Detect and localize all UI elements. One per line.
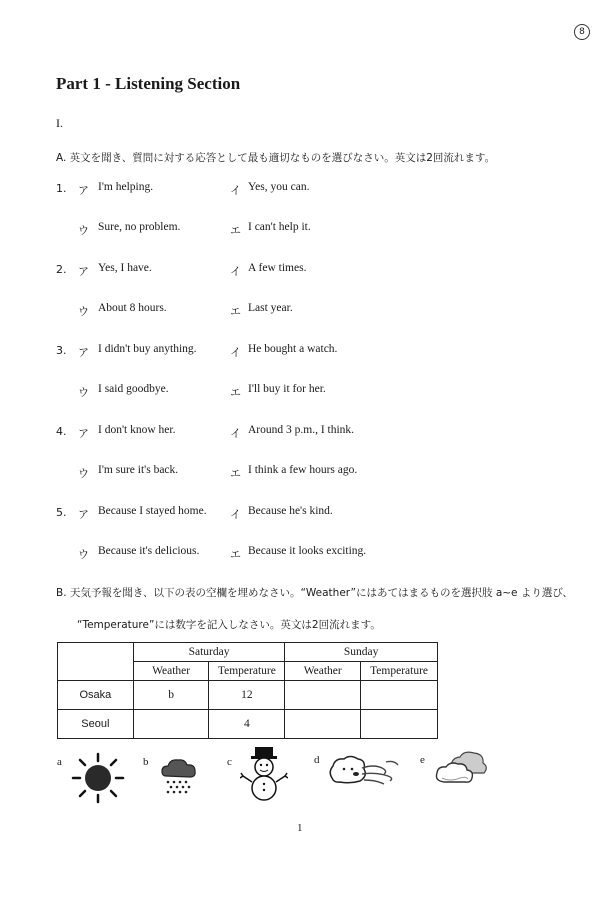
choice-letter: c [227, 756, 232, 768]
option-text: I don't know her. [98, 424, 176, 436]
option-marker: ア [78, 184, 89, 197]
part-a-instruction: A. 英文を聞き、質問に対する応答として最も適切なものを選びなさい。英文は2回流れます。 [56, 152, 496, 164]
weather-table [57, 642, 438, 739]
sun-icon [70, 752, 126, 804]
option-marker: エ [230, 305, 241, 318]
option-marker: エ [230, 467, 241, 480]
option-text: I didn't buy anything. [98, 343, 197, 355]
option-marker: ウ [78, 467, 89, 480]
option-text: Yes, you can. [248, 181, 310, 193]
question-number: 2. [56, 263, 67, 276]
choice-letter: e [420, 754, 425, 766]
answer-cell: 12 [209, 681, 285, 710]
option-text: I think a few hours ago. [248, 464, 358, 476]
answer-cell [361, 710, 438, 739]
option-text: About 8 hours. [98, 302, 167, 314]
column-header: Temperature [209, 662, 285, 681]
option-marker: ア [78, 346, 89, 359]
option-marker: エ [230, 548, 241, 561]
page-mark: 8 [574, 24, 590, 40]
snowman-icon [240, 746, 288, 802]
option-text: I'll buy it for her. [248, 383, 326, 395]
day-header: Sunday [285, 643, 438, 662]
option-text: A few times. [248, 262, 307, 274]
option-marker: エ [230, 224, 241, 237]
choice-letter: b [143, 756, 149, 768]
day-header: Saturday [133, 643, 285, 662]
table-row [58, 681, 438, 710]
option-text: Sure, no problem. [98, 221, 181, 233]
option-marker: イ [230, 265, 241, 278]
page-title: Part 1 - Listening Section [56, 74, 241, 93]
part-b-instruction: B. 天気予報を聞き、以下の表の空欄を埋めなさい。“Weather”にはあてはまるものを選択肢 a~e より選び、 [56, 587, 573, 599]
choice-letter: d [314, 754, 320, 766]
question-number: 1. [56, 182, 67, 195]
option-marker: ウ [78, 548, 89, 561]
column-header: Temperature [361, 662, 438, 681]
answer-cell [285, 681, 361, 710]
answer-cell [361, 681, 438, 710]
option-marker: ウ [78, 224, 89, 237]
option-text: Last year. [248, 302, 293, 314]
city-cell: Seoul [58, 710, 134, 739]
option-marker: イ [230, 346, 241, 359]
column-header: Weather [285, 662, 361, 681]
part-b-instruction-line2: “Temperature”には数字を記入しなさい。英文は2回流れます。 [77, 619, 381, 631]
table-row [58, 710, 438, 739]
option-text: Because it looks exciting. [248, 545, 367, 557]
cloudy-icon [434, 748, 490, 788]
question-number: 4. [56, 425, 67, 438]
question-number: 5. [56, 506, 67, 519]
corner-cell [58, 643, 134, 681]
section-number: I. [56, 116, 63, 130]
option-marker: イ [230, 427, 241, 440]
answer-cell [133, 710, 209, 739]
option-text: Because I stayed home. [98, 505, 207, 517]
rain-cloud-icon [158, 756, 200, 798]
option-marker: ア [78, 427, 89, 440]
choice-letter: a [57, 756, 62, 768]
answer-cell [285, 710, 361, 739]
option-marker: ウ [78, 305, 89, 318]
wind-cloud-icon [326, 752, 402, 794]
option-text: Yes, I have. [98, 262, 152, 274]
column-header: Weather [133, 662, 209, 681]
option-text: Around 3 p.m., I think. [248, 424, 355, 436]
answer-cell: b [133, 681, 209, 710]
question-number: 3. [56, 344, 67, 357]
option-marker: ア [78, 508, 89, 521]
option-text: Because he's kind. [248, 505, 333, 517]
option-text: Because it's delicious. [98, 545, 200, 557]
option-text: I can't help it. [248, 221, 311, 233]
option-text: I said goodbye. [98, 383, 169, 395]
option-marker: ア [78, 265, 89, 278]
option-marker: イ [230, 508, 241, 521]
option-text: I'm helping. [98, 181, 154, 193]
option-marker: イ [230, 184, 241, 197]
page-number: 1 [297, 822, 303, 834]
option-marker: ウ [78, 386, 89, 399]
option-marker: エ [230, 386, 241, 399]
city-cell: Osaka [58, 681, 134, 710]
answer-cell: 4 [209, 710, 285, 739]
option-text: I'm sure it's back. [98, 464, 179, 476]
option-text: He bought a watch. [248, 343, 338, 355]
